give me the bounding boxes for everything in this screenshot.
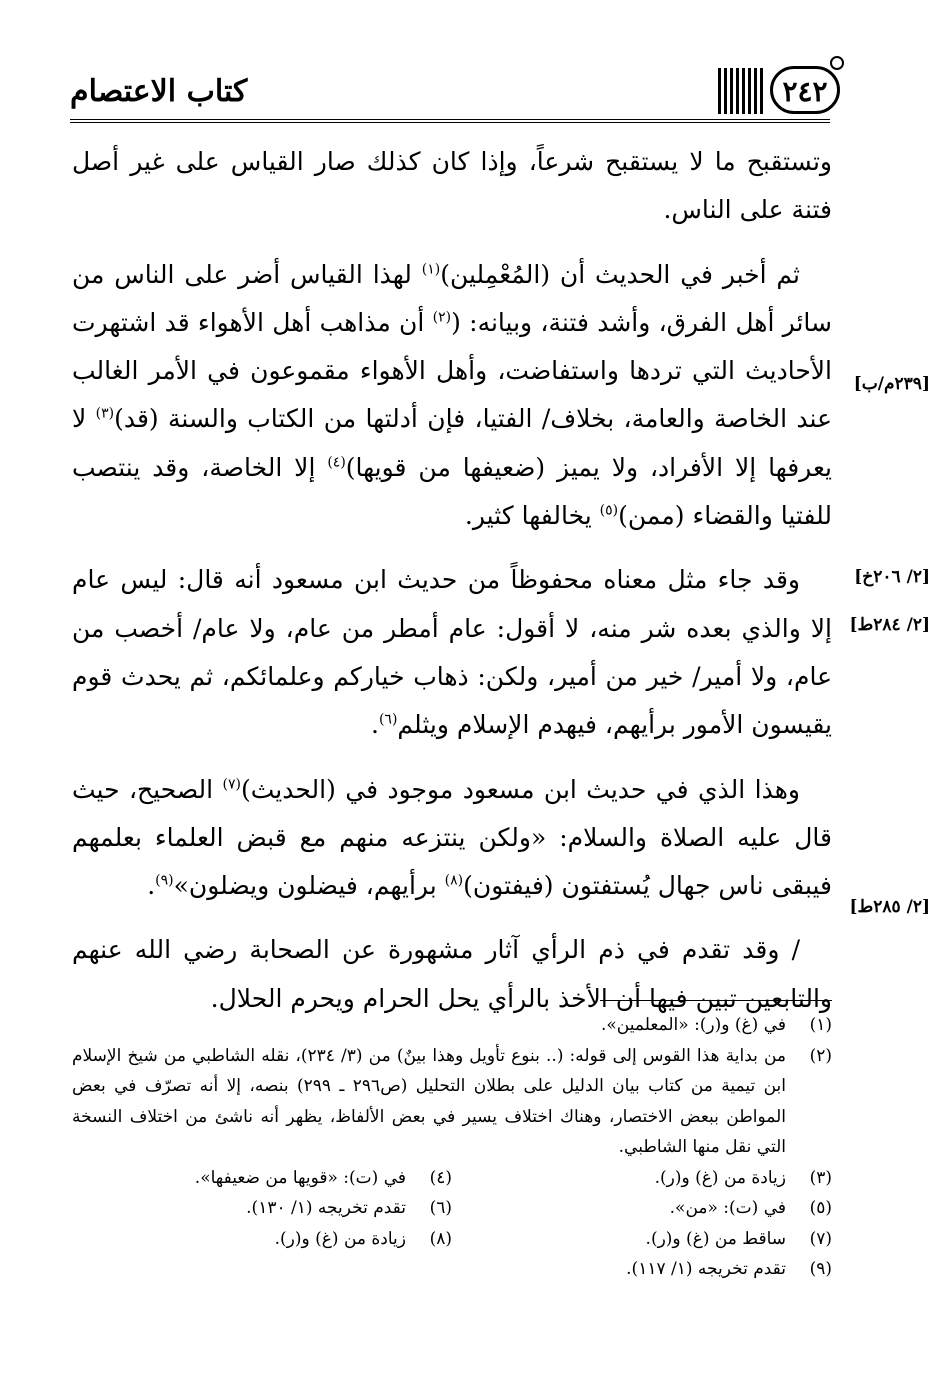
page-number: ٢٤٢ (770, 66, 840, 114)
footnote-text: زيادة من (غ) و(ر). (274, 1228, 406, 1249)
footnote-number: (٢) (809, 1045, 832, 1066)
footnote-text: في (غ) و(ر): «المعلمين». (601, 1015, 786, 1035)
main-text (72, 138, 832, 1039)
margin-ref-4: [٢/ ٢٨٥ط] (849, 897, 930, 917)
footnote-row (72, 1224, 832, 1255)
footnote-5 (452, 1193, 832, 1224)
footnote-3 (452, 1163, 832, 1194)
margin-ref-1: [٢٣٩م/ب] (853, 374, 930, 394)
footnote-row (72, 1193, 832, 1224)
footnote-ref-3: (٣) (95, 406, 115, 423)
footnote-ref-4: (٤) (327, 454, 346, 471)
footnote-separator (600, 1000, 832, 1001)
footnote-ref-2: (٢) (432, 309, 452, 326)
footnote-ref-6: (٦) (378, 711, 398, 728)
footnote-8 (72, 1224, 452, 1255)
margin-ref-2: [٢/ ٢٠٦خ] (854, 567, 930, 587)
footnote-number: (٣) (809, 1167, 832, 1188)
footnote-text: ساقط من (غ) و(ر). (645, 1228, 786, 1249)
footnote-9 (72, 1254, 832, 1285)
footnote-row (72, 1163, 832, 1194)
paragraph-5: / وقد تقدم في ذم الرأي آثار مشهورة عن الصحابة رضي الله عنهم والتابعين تبين فيها أن الأخذ بالرأي يحل الحرام ويحرم الحلال. (72, 935, 832, 1013)
margin-ref-3: [٢/ ٢٨٤ط] (849, 615, 930, 635)
footnote-number: (٤) (429, 1167, 452, 1188)
footnote-ref-8: (٨) (444, 872, 464, 889)
footnote-text: في (ت): «من». (669, 1198, 786, 1218)
footnote-7 (452, 1224, 832, 1255)
footnote-2 (72, 1041, 832, 1163)
footnote-text: من بداية هذا القوس إلى قوله: (.. بنوع تأويل وهذا بينٌ) من (٣/ ٢٣٤)، نقله الشاطبي من شيخ الإسلام ابن تيمية من كتاب بيان الدليل على بطلان التحليل (ص٢٩٦ ـ ٢٩٩) بنصه، إلا أنه تصرّف في بعض المواطن ببعض الاختصار، وهناك اختلاف يسير في بعض الألفاظ، يظهر أنه ناشئ من اختلاف النسخة التي نقل منها الشاطبي. (72, 1045, 787, 1157)
footnote-number: (٥) (809, 1198, 832, 1218)
footnote-text: في (ت): «قويها من ضعيفها». (194, 1167, 406, 1188)
footnote-4 (72, 1163, 452, 1194)
footnote-text: تقدم تخريجه (١/ ١٣٠). (246, 1198, 406, 1218)
footnote-ref-7: (٧) (222, 776, 241, 793)
paragraph-3: وقد جاء مثل معناه محفوظاً من حديث ابن مسعود أنه قال: ليس عام إلا والذي بعده شر منه، لا أقول: عام أمطر من عام، ولا عام/ أخصب من عام، ولا أمير/ خير من أمير، ولكن: ذهاب خياركم وعلمائكم، ثم يحدث قوم يقيسون الأمور برأيهم، فيهدم الإسلام ويثلم$^{(٦)}$. (72, 565, 832, 740)
footnotes (72, 1010, 832, 1285)
footnote-number: (٨) (429, 1228, 452, 1249)
footnote-number: (٩) (809, 1259, 832, 1279)
header-ornament-bars (718, 68, 766, 114)
footnote-ref-1: (١) (421, 261, 441, 278)
running-head-book-title: كتاب الاعتصام (70, 74, 248, 109)
footnote-ref-5: (٥) (599, 502, 619, 519)
header-rule (70, 119, 830, 123)
paragraph-2: ثم أخبر في الحديث أن (المُعْمِلين)$^{(١)}$ لهذا القياس أضر على الناس من سائر أهل الفرق، وأشد فتنة، وبيانه: ($^{(٢)}$ أن مذاهب أهل الأهواء قد اشتهرت الأحاديث التي تردها واستفاضت، وأهل الأهواء مقموعون في الأمر الغالب عند الخاصة والعامة، بخلاف/ الفتيا، فإن أدلتها من الكتاب والسنة (قد)$^{(٣)}$ لا يعرفها إلا الأفراد، ولا يميز (ضعيفها من قويها)$^{(٤)}$ إلا الخاصة، وقد ينتصب للفتيا والقضاء (ممن)$^{(٥)}$ يخالفها كثير. (72, 259, 832, 531)
footnote-text: تقدم تخريجه (١/ ١١٧). (626, 1259, 786, 1279)
footnote-number: (٧) (809, 1228, 832, 1249)
footnote-text: زيادة من (غ) و(ر). (654, 1167, 786, 1188)
paragraph-1: وتستقبح ما لا يستقبح شرعاً، وإذا كان كذلك صار القياس على غير أصل فتنة على الناس. (72, 147, 832, 225)
paragraph-4: وهذا الذي في حديث ابن مسعود موجود في (الحديث)$^{(٧)}$ الصحيح، حيث قال عليه الصلاة والسلام: «ولكن ينتزعه منهم مع قبض العلماء بعلمهم فيبقى ناس جهال يُستفتون (فيفتون)$^{(٨)}$ برأيهم، فيضلون ويضلون»$^{(٩)}$. (72, 774, 832, 901)
header-ornament-dot (830, 56, 844, 70)
footnote-number: (١) (809, 1015, 832, 1035)
footnote-ref-9: (٩) (155, 872, 174, 889)
footnote-6 (72, 1193, 452, 1224)
footnote-number: (٦) (429, 1198, 452, 1218)
footnote-1 (72, 1010, 832, 1041)
